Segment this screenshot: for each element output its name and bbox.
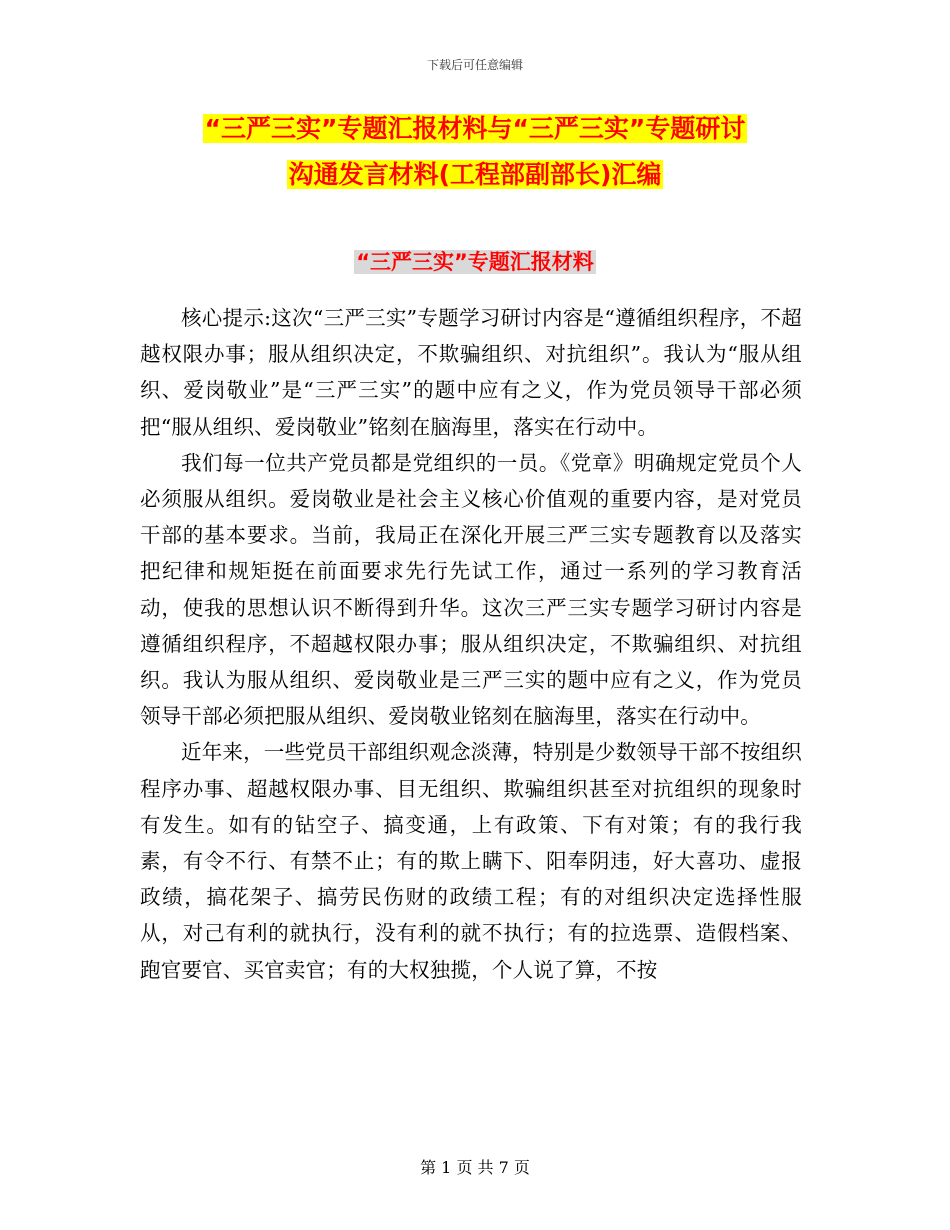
title-line-1-text: “三严三实”专题汇报材料与“三严三实”专题研讨: [204, 114, 746, 143]
page-header-note: 下载后可任意编辑: [426, 58, 523, 72]
document-title-line-2: [0, 158, 950, 192]
document-body: [140, 300, 802, 988]
page-number-footer: 第 1 页 共 7 页: [420, 1158, 530, 1177]
section-title: [0, 246, 950, 278]
title-line-2-text: 沟通发言材料(工程部副部长)汇编: [288, 160, 662, 189]
paragraph-2: 我们每一位共产党员都是党组织的一员。《党章》明确规定党员个人必须服从组织。爱岗敬业是社会主义核心价值观的重要内容，是对党员干部的基本要求。当前，我局正在深化开展三严三实专题教育以及落实把纪律和规矩挺在前面要求先行先试工作，通过一系列的学习教育活动，使我的思想认识不断得到升华。这次三严三实专题学习研讨内容是遵循组织程序，不超越权限办事；服从组织决定，不欺骗组织、对抗组织。我认为服从组织、爱岗敬业是三严三实的题中应有之义，作为党员领导干部必须把服从组织、爱岗敬业铭刻在脑海里，落实在行动中。: [140, 450, 802, 729]
paragraph-3: 近年来，一些党员干部组织观念淡薄，特别是少数领导干部不按组织程序办事、超越权限办事、目无组织、欺骗组织甚至对抗组织的现象时有发生。如有的钻空子、搞变通，上有政策、下有对策；有的我行我素，有令不行、有禁不止；有的欺上瞒下、阳奉阴违，好大喜功、虚报政绩，搞花架子、搞劳民伤财的政绩工程；有的对组织决定选择性服从，对己有利的就执行，没有利的就不执行；有的拉选票、造假档案、跑官要官、买官卖官；有的大权独揽，个人说了算，不按: [140, 740, 802, 982]
paragraph-1: 核心提示:这次“三严三实”专题学习研讨内容是“遵循组织程序，不超越权限办事；服从组织决定，不欺骗组织、对抗组织”。我认为“服从组织、爱岗敬业”是“三严三实”的题中应有之义，作为党员领导干部必须把“服从组织、爱岗敬业”铭刻在脑海里，落实在行动中。: [140, 306, 802, 439]
document-title-line-1: [0, 112, 950, 146]
section-title-text: “三严三实”专题汇报材料: [356, 250, 594, 274]
